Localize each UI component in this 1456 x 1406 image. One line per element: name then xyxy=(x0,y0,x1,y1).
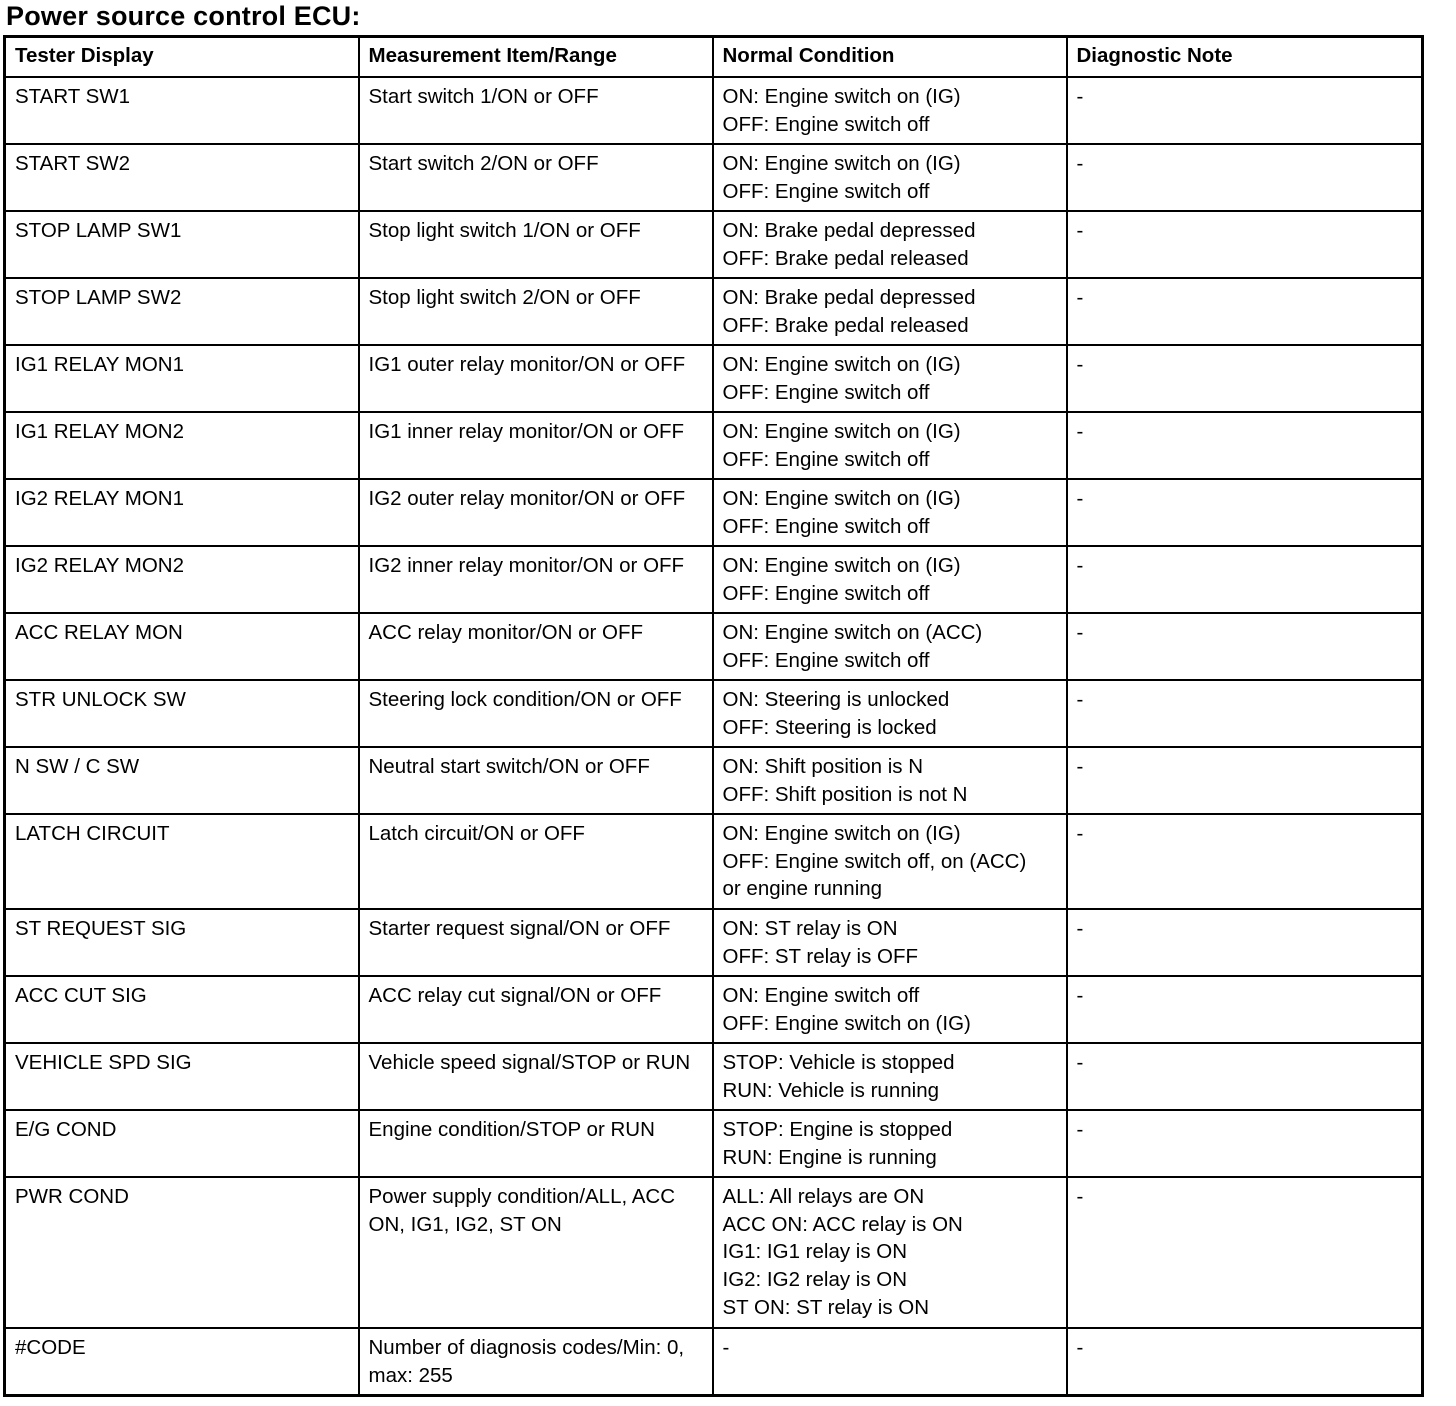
normal-condition-cell xyxy=(713,680,1067,747)
normal-condition-cell xyxy=(713,211,1067,278)
tester-display-cell: STR UNLOCK SW xyxy=(5,680,359,747)
measurement-item-cell: Vehicle speed signal/STOP or RUN xyxy=(359,1043,713,1110)
normal-condition-cell xyxy=(713,909,1067,976)
normal-condition-cell xyxy=(713,546,1067,613)
table-row xyxy=(5,479,1423,546)
diagnostic-note-cell: - xyxy=(1067,613,1423,680)
table-row xyxy=(5,1043,1423,1110)
measurement-item-cell: Latch circuit/ON or OFF xyxy=(359,814,713,909)
condition-line: ON: Brake pedal depressed xyxy=(722,218,976,242)
measurement-item-cell: Number of diagnosis codes/Min: 0, max: 255 xyxy=(359,1328,713,1396)
tester-display-cell: ACC CUT SIG xyxy=(5,976,359,1043)
column-header: Diagnostic Note xyxy=(1067,37,1423,77)
tester-display-cell: START SW2 xyxy=(5,144,359,211)
measurement-item-cell: Stop light switch 2/ON or OFF xyxy=(359,278,713,345)
normal-condition-cell xyxy=(713,1110,1067,1177)
measurement-item-cell: IG1 outer relay monitor/ON or OFF xyxy=(359,345,713,412)
condition-line: or engine running xyxy=(722,877,883,901)
diagnostic-note-cell: - xyxy=(1067,909,1423,976)
condition-line: OFF: Shift position is not N xyxy=(722,782,968,806)
tester-display-cell: IG2 RELAY MON2 xyxy=(5,546,359,613)
table-row xyxy=(5,1328,1423,1396)
diagnostic-note-cell: - xyxy=(1067,278,1423,345)
normal-condition-cell xyxy=(713,613,1067,680)
measurement-item-cell: Start switch 1/ON or OFF xyxy=(359,77,713,144)
condition-line: ALL: All relays are ON xyxy=(722,1184,925,1208)
condition-line: OFF: Engine switch off xyxy=(722,514,930,538)
table-row xyxy=(5,1177,1423,1328)
tester-display-cell: E/G COND xyxy=(5,1110,359,1177)
condition-line: - xyxy=(722,1335,730,1359)
normal-condition-cell xyxy=(713,747,1067,814)
column-header: Normal Condition xyxy=(713,37,1067,77)
tester-display-cell: IG2 RELAY MON1 xyxy=(5,479,359,546)
measurement-item-cell: ACC relay cut signal/ON or OFF xyxy=(359,976,713,1043)
measurement-item-cell: ACC relay monitor/ON or OFF xyxy=(359,613,713,680)
diagnostic-note-cell: - xyxy=(1067,1177,1423,1328)
measurement-item-cell: Steering lock condition/ON or OFF xyxy=(359,680,713,747)
diagnostic-note-cell: - xyxy=(1067,680,1423,747)
diagnostic-note-cell: - xyxy=(1067,77,1423,144)
condition-line: ON: ST relay is ON xyxy=(722,916,898,940)
tester-display-cell: IG1 RELAY MON2 xyxy=(5,412,359,479)
diagnostic-note-cell: - xyxy=(1067,747,1423,814)
diagnostic-note-cell: - xyxy=(1067,1043,1423,1110)
measurement-item-cell: IG1 inner relay monitor/ON or OFF xyxy=(359,412,713,479)
condition-line: OFF: Brake pedal released xyxy=(722,246,969,270)
table-row xyxy=(5,909,1423,976)
diagnostic-note-cell: - xyxy=(1067,546,1423,613)
condition-line: OFF: ST relay is OFF xyxy=(722,944,919,968)
normal-condition-cell xyxy=(713,412,1067,479)
measurement-item-cell: Starter request signal/ON or OFF xyxy=(359,909,713,976)
diagnostic-note-cell: - xyxy=(1067,1110,1423,1177)
condition-line: ON: Engine switch on (IG) xyxy=(722,821,961,845)
condition-line: OFF: Engine switch off xyxy=(722,380,930,404)
condition-line: ON: Engine switch on (IG) xyxy=(722,151,961,175)
table-row xyxy=(5,613,1423,680)
condition-line: ST ON: ST relay is ON xyxy=(722,1295,930,1319)
table-row xyxy=(5,546,1423,613)
condition-line: ON: Engine switch on (IG) xyxy=(722,553,961,577)
condition-line: ON: Engine switch on (IG) xyxy=(722,84,961,108)
condition-line: OFF: Steering is locked xyxy=(722,715,937,739)
condition-line: RUN: Vehicle is running xyxy=(722,1078,939,1102)
table-row xyxy=(5,144,1423,211)
condition-line: IG2: IG2 relay is ON xyxy=(722,1268,908,1292)
condition-line: ACC ON: ACC relay is ON xyxy=(722,1212,963,1236)
tester-display-cell: IG1 RELAY MON1 xyxy=(5,345,359,412)
table-row xyxy=(5,747,1423,814)
diagnostic-note-cell: - xyxy=(1067,976,1423,1043)
tester-display-cell: LATCH CIRCUIT xyxy=(5,814,359,909)
condition-line: OFF: Engine switch off xyxy=(722,447,930,471)
tester-display-cell: STOP LAMP SW2 xyxy=(5,278,359,345)
measurement-item-cell: Start switch 2/ON or OFF xyxy=(359,144,713,211)
measurement-item-cell: Engine condition/STOP or RUN xyxy=(359,1110,713,1177)
page-title: Power source control ECU: xyxy=(6,1,361,31)
condition-line: OFF: Engine switch off xyxy=(722,112,930,136)
column-header: Tester Display xyxy=(5,37,359,77)
table-row xyxy=(5,814,1423,909)
diagnostic-note-cell: - xyxy=(1067,144,1423,211)
condition-line: ON: Shift position is N xyxy=(722,754,924,778)
measurement-item-cell: Neutral start switch/ON or OFF xyxy=(359,747,713,814)
tester-display-cell: STOP LAMP SW1 xyxy=(5,211,359,278)
table-row xyxy=(5,77,1423,144)
condition-line: RUN: Engine is running xyxy=(722,1145,937,1169)
diagnostic-note-cell: - xyxy=(1067,345,1423,412)
tester-display-cell: N SW / C SW xyxy=(5,747,359,814)
tester-display-cell: START SW1 xyxy=(5,77,359,144)
measurement-item-cell: IG2 inner relay monitor/ON or OFF xyxy=(359,546,713,613)
table-row xyxy=(5,680,1423,747)
condition-line: IG1: IG1 relay is ON xyxy=(722,1240,908,1264)
diagnostic-note-cell: - xyxy=(1067,479,1423,546)
condition-line: ON: Steering is unlocked xyxy=(722,687,950,711)
table-row xyxy=(5,412,1423,479)
measurement-item-cell: Power supply condition/ALL, ACC ON, IG1, IG2, ST ON xyxy=(359,1177,713,1328)
condition-line: ON: Engine switch off xyxy=(722,983,920,1007)
condition-line: ON: Engine switch on (ACC) xyxy=(722,620,983,644)
normal-condition-cell xyxy=(713,479,1067,546)
normal-condition-cell xyxy=(713,1177,1067,1328)
table-row xyxy=(5,345,1423,412)
data-table xyxy=(3,35,1424,1397)
table-row xyxy=(5,976,1423,1043)
condition-line: OFF: Engine switch off, on (ACC) xyxy=(722,849,1027,873)
table-row xyxy=(5,1110,1423,1177)
measurement-item-cell: IG2 outer relay monitor/ON or OFF xyxy=(359,479,713,546)
condition-line: ON: Engine switch on (IG) xyxy=(722,486,961,510)
table-row xyxy=(5,278,1423,345)
condition-line: OFF: Brake pedal released xyxy=(722,313,969,337)
tester-display-cell: PWR COND xyxy=(5,1177,359,1328)
normal-condition-cell xyxy=(713,1328,1067,1396)
tester-display-cell: ST REQUEST SIG xyxy=(5,909,359,976)
tester-display-cell: VEHICLE SPD SIG xyxy=(5,1043,359,1110)
column-header: Measurement Item/Range xyxy=(359,37,713,77)
diagnostic-note-cell: - xyxy=(1067,1328,1423,1396)
condition-line: OFF: Engine switch off xyxy=(722,581,930,605)
table-header-row xyxy=(5,37,1423,77)
diagnostic-note-cell: - xyxy=(1067,814,1423,909)
condition-line: ON: Brake pedal depressed xyxy=(722,285,976,309)
normal-condition-cell xyxy=(713,1043,1067,1110)
condition-line: STOP: Vehicle is stopped xyxy=(722,1050,955,1074)
normal-condition-cell xyxy=(713,976,1067,1043)
condition-line: OFF: Engine switch on (IG) xyxy=(722,1011,971,1035)
normal-condition-cell xyxy=(713,814,1067,909)
normal-condition-cell xyxy=(713,345,1067,412)
condition-line: OFF: Engine switch off xyxy=(722,179,930,203)
condition-line: ON: Engine switch on (IG) xyxy=(722,352,961,376)
diagnostic-note-cell: - xyxy=(1067,211,1423,278)
normal-condition-cell xyxy=(713,77,1067,144)
table-row xyxy=(5,211,1423,278)
tester-display-cell: ACC RELAY MON xyxy=(5,613,359,680)
tester-display-cell: #CODE xyxy=(5,1328,359,1396)
condition-line: STOP: Engine is stopped xyxy=(722,1117,953,1141)
condition-line: ON: Engine switch on (IG) xyxy=(722,419,961,443)
normal-condition-cell xyxy=(713,278,1067,345)
normal-condition-cell xyxy=(713,144,1067,211)
condition-line: OFF: Engine switch off xyxy=(722,648,930,672)
diagnostic-note-cell: - xyxy=(1067,412,1423,479)
measurement-item-cell: Stop light switch 1/ON or OFF xyxy=(359,211,713,278)
